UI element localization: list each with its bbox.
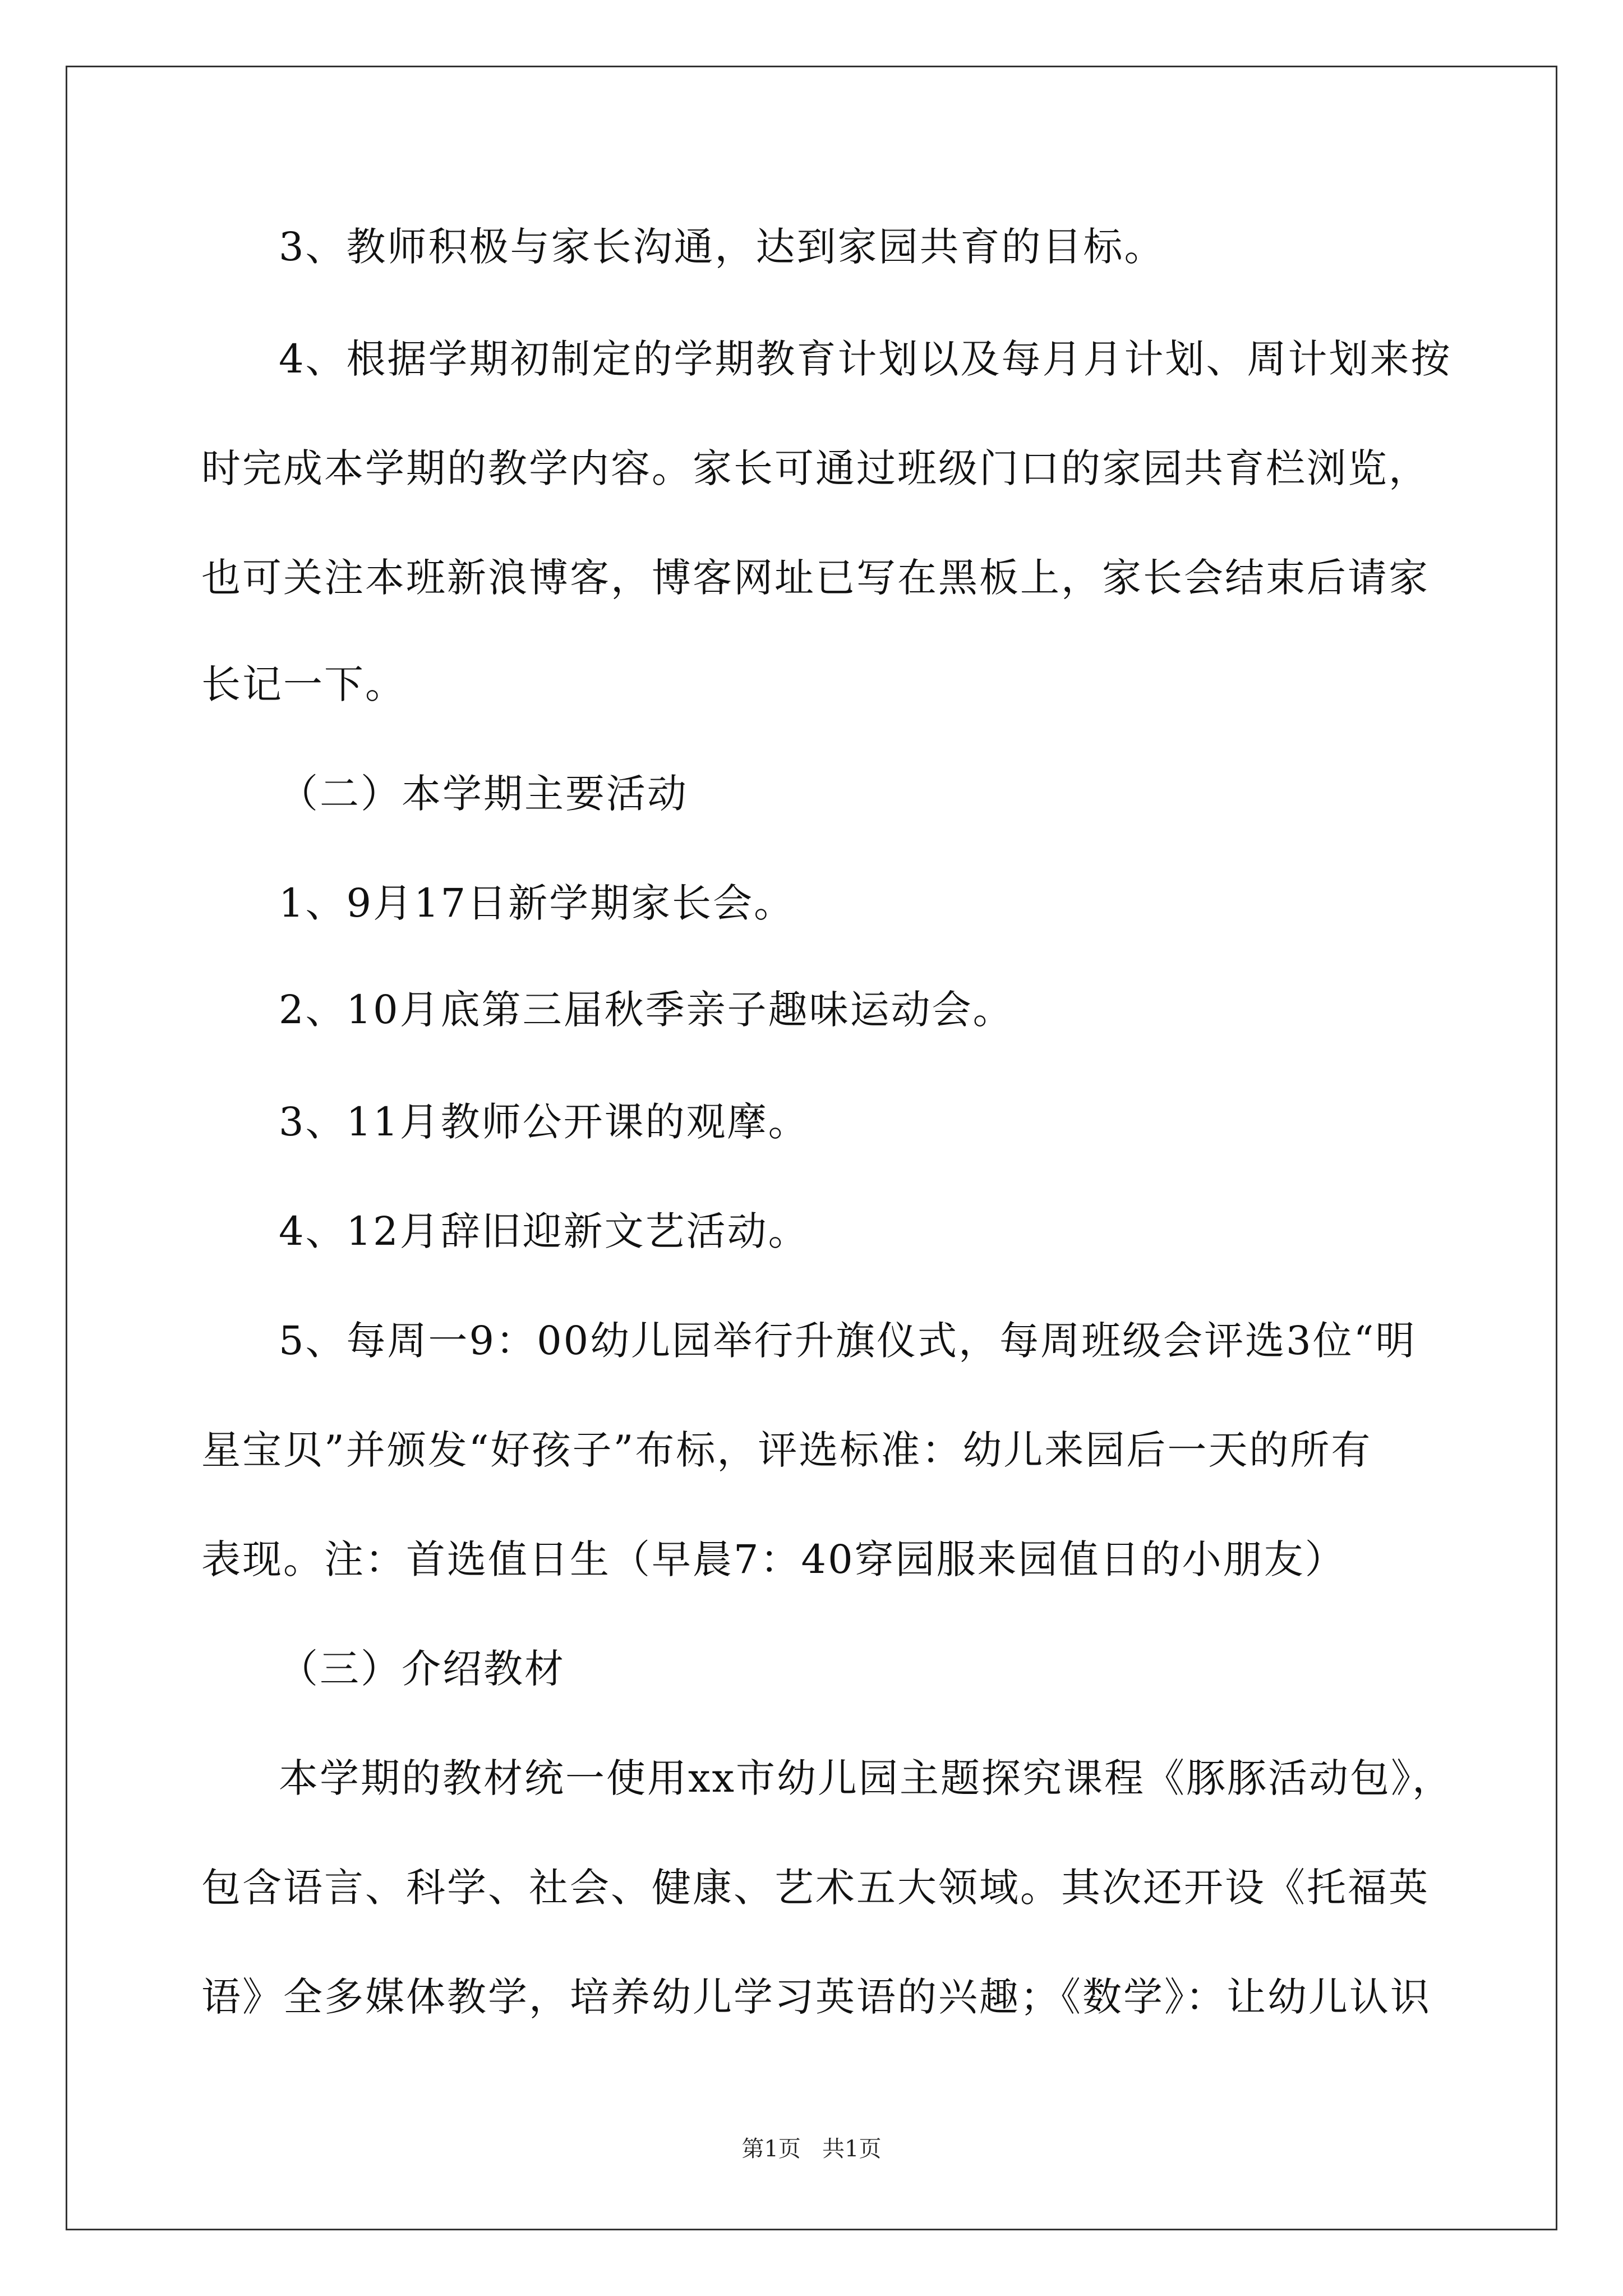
activity-item-5-line-3: 表现。注：首选值日生（早晨7：40穿园服来园值日的小朋友） — [201, 1536, 1346, 1582]
paragraph-item-3-line-1: 3、教师积极与家长沟通，达到家园共育的目标。 — [279, 224, 1165, 270]
activity-item-4: 4、12月辞旧迎新文艺活动。 — [279, 1208, 809, 1254]
page-number-footer: 第1页 共1页 — [741, 2136, 882, 2162]
activity-item-5-line-1: 5、每周一9：00幼儿园举行升旗仪式，每周班级会评选3位“明 — [279, 1318, 1417, 1364]
paragraph-item-4-line-4: 长记一下。 — [201, 661, 406, 707]
activity-item-3: 3、11月教师公开课的观摩。 — [279, 1099, 809, 1145]
paragraph-item-4-line-3: 也可关注本班新浪博客，博客网址已写在黑板上，家长会结束后请家 — [201, 555, 1430, 601]
textbook-paragraph-line-3: 语》全多媒体教学，培养幼儿学习英语的兴趣；《数学》：让幼儿认识 — [201, 1974, 1431, 2020]
section-heading-textbooks: （三）介绍教材 — [279, 1646, 565, 1692]
textbook-paragraph-line-2: 包含语言、科学、社会、健康、艺术五大领域。其次还开设《托福英 — [201, 1865, 1430, 1911]
paragraph-item-4-line-2: 时完成本学期的教学内容。家长可通过班级门口的家园共育栏浏览， — [201, 445, 1430, 491]
activity-item-2: 2、10月底第三届秋季亲子趣味运动会。 — [279, 987, 1014, 1033]
activity-item-1: 1、9月17日新学期家长会。 — [279, 880, 795, 926]
activity-item-5-line-2: 星宝贝”并颁发“好孩子”布标，评选标准：幼儿来园后一天的所有 — [201, 1427, 1372, 1473]
textbook-paragraph-line-1: 本学期的教材统一使用xx市幼儿园主题探究课程《豚豚活动包》， — [279, 1755, 1453, 1801]
section-heading-activities: （二）本学期主要活动 — [279, 771, 688, 817]
paragraph-item-4-line-1: 4、根据学期初制定的学期教育计划以及每月月计划、周计划来按 — [279, 336, 1452, 382]
